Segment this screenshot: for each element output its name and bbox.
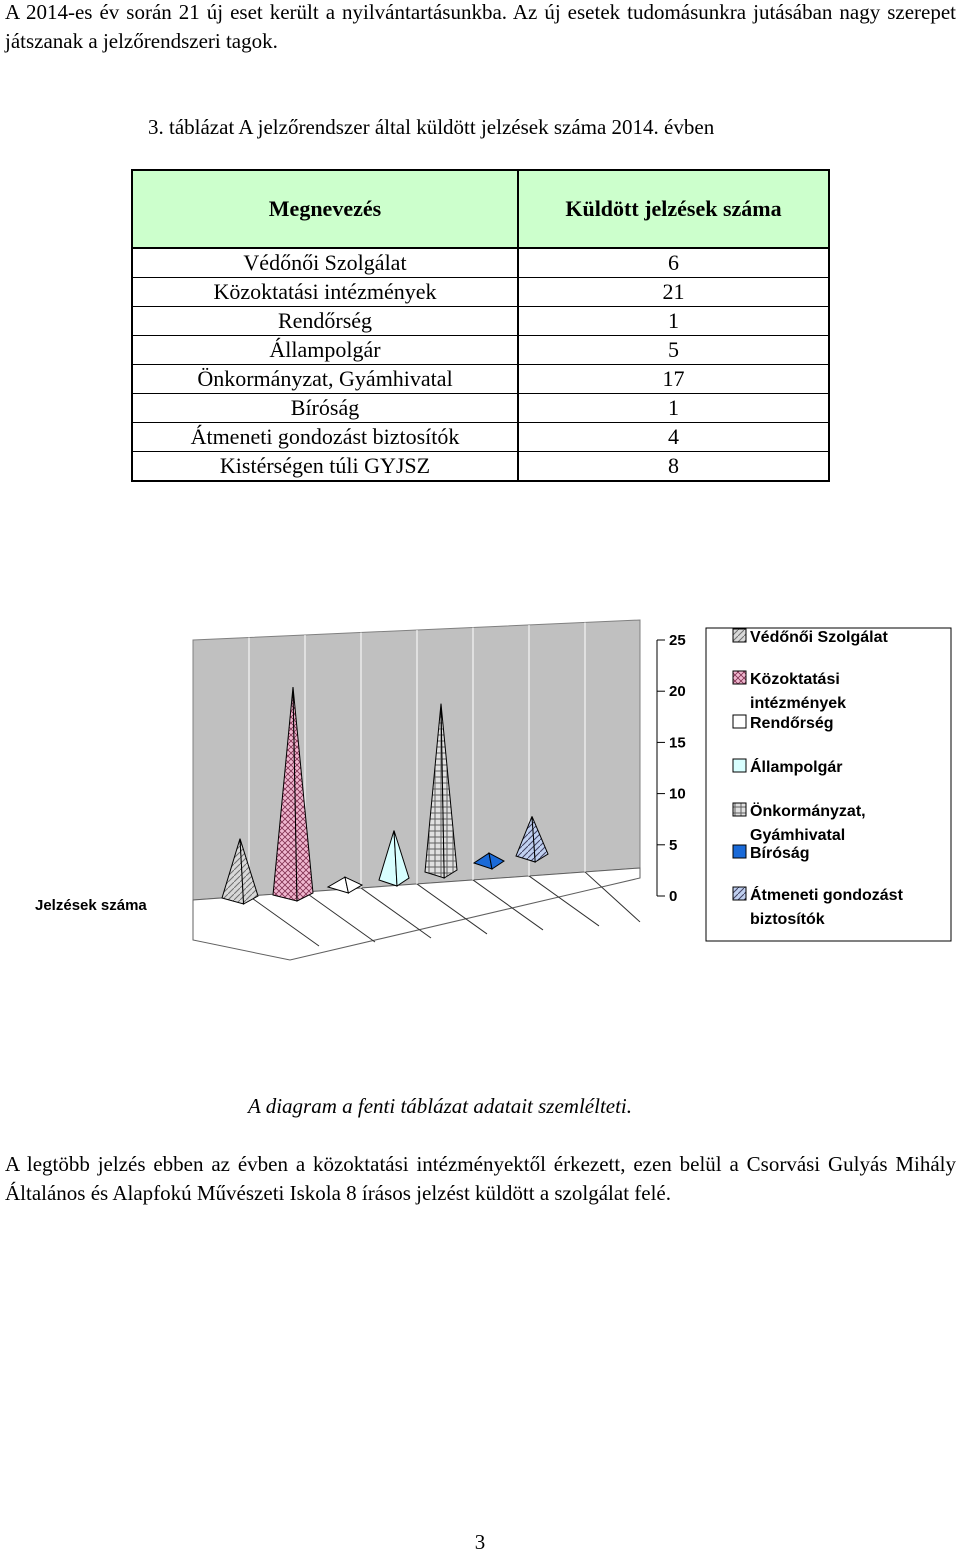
row-name: Védőnői Szolgálat bbox=[132, 248, 518, 278]
legend-label: Rendőrség bbox=[750, 715, 834, 732]
page-number: 3 bbox=[474, 1530, 486, 1554]
y-tick-label: 15 bbox=[669, 734, 686, 752]
legend-label: Bíróság bbox=[750, 845, 810, 862]
x-category-label: Jelzések száma bbox=[35, 897, 147, 914]
legend-label: Védőnői Szolgálat bbox=[750, 629, 888, 646]
row-name: Kistérségen túli GYJSZ bbox=[132, 452, 518, 482]
table-row bbox=[132, 365, 829, 394]
row-value: 21 bbox=[518, 278, 829, 307]
legend-swatch bbox=[733, 803, 746, 816]
row-name: Önkormányzat, Gyámhivatal bbox=[132, 365, 518, 394]
table-row bbox=[132, 278, 829, 307]
table-row bbox=[132, 336, 829, 365]
table-row bbox=[132, 394, 829, 423]
row-name: Közoktatási intézmények bbox=[132, 278, 518, 307]
table-row bbox=[132, 248, 829, 278]
legend-label: biztosítók bbox=[750, 911, 825, 928]
row-value: 4 bbox=[518, 423, 829, 452]
conclusion-paragraph: A legtöbb jelzés ebben az évben a közoktatási intézményektől érkezett, ezen belül a Csorvási Gulyás Mihály Általános és Alapfokú Művészeti Iskola 8 írásos jelzést küldött a szolgálat felé. bbox=[5, 1152, 956, 1205]
chart-note: A diagram a fenti táblázat adatait szemlélteti. bbox=[248, 1094, 633, 1118]
row-value: 6 bbox=[518, 248, 829, 278]
row-name: Állampolgár bbox=[132, 336, 518, 365]
header-count: Küldött jelzések száma bbox=[518, 170, 829, 248]
table-row bbox=[132, 307, 829, 336]
table-row bbox=[132, 423, 829, 452]
legend-label: Átmeneti gondozást bbox=[750, 887, 903, 904]
legend-swatch bbox=[733, 759, 746, 772]
y-axis-ticks bbox=[657, 632, 686, 905]
legend-swatch bbox=[733, 629, 746, 642]
y-tick-label: 25 bbox=[669, 632, 686, 649]
signals-chart bbox=[0, 600, 960, 980]
legend-label: Állampolgár bbox=[750, 759, 843, 776]
row-name: Rendőrség bbox=[132, 307, 518, 336]
y-tick-label: 0 bbox=[669, 888, 678, 905]
legend-swatch bbox=[733, 715, 746, 728]
row-value: 1 bbox=[518, 394, 829, 423]
table-row bbox=[132, 452, 829, 482]
y-tick-label: 10 bbox=[669, 785, 686, 803]
legend-swatch bbox=[733, 671, 746, 684]
row-name: Bíróság bbox=[132, 394, 518, 423]
y-tick-label: 20 bbox=[669, 683, 686, 701]
signals-table bbox=[131, 169, 830, 482]
table-header-row bbox=[132, 170, 829, 248]
row-value: 5 bbox=[518, 336, 829, 365]
row-value: 17 bbox=[518, 365, 829, 394]
legend-label: intézmények bbox=[750, 695, 847, 712]
row-value: 8 bbox=[518, 452, 829, 482]
legend-swatch bbox=[733, 845, 746, 858]
table-caption: 3. táblázat A jelzőrendszer által küldött jelzések száma 2014. évben bbox=[148, 115, 715, 139]
legend-swatch bbox=[733, 887, 746, 900]
legend-label: Közoktatási bbox=[750, 671, 840, 688]
legend-label: Önkormányzat, bbox=[750, 803, 866, 820]
legend-label: Gyámhivatal bbox=[750, 827, 846, 844]
header-name: Megnevezés bbox=[132, 170, 518, 248]
intro-paragraph: A 2014-es év során 21 új eset került a nyilvántartásunkba. Az új esetek tudomásunkra jutásában nagy szerepet játszanak a jelzőrendszeri tagok. bbox=[5, 0, 956, 53]
row-name: Átmeneti gondozást biztosítók bbox=[132, 423, 518, 452]
y-tick-label: 5 bbox=[669, 836, 678, 854]
row-value: 1 bbox=[518, 307, 829, 336]
